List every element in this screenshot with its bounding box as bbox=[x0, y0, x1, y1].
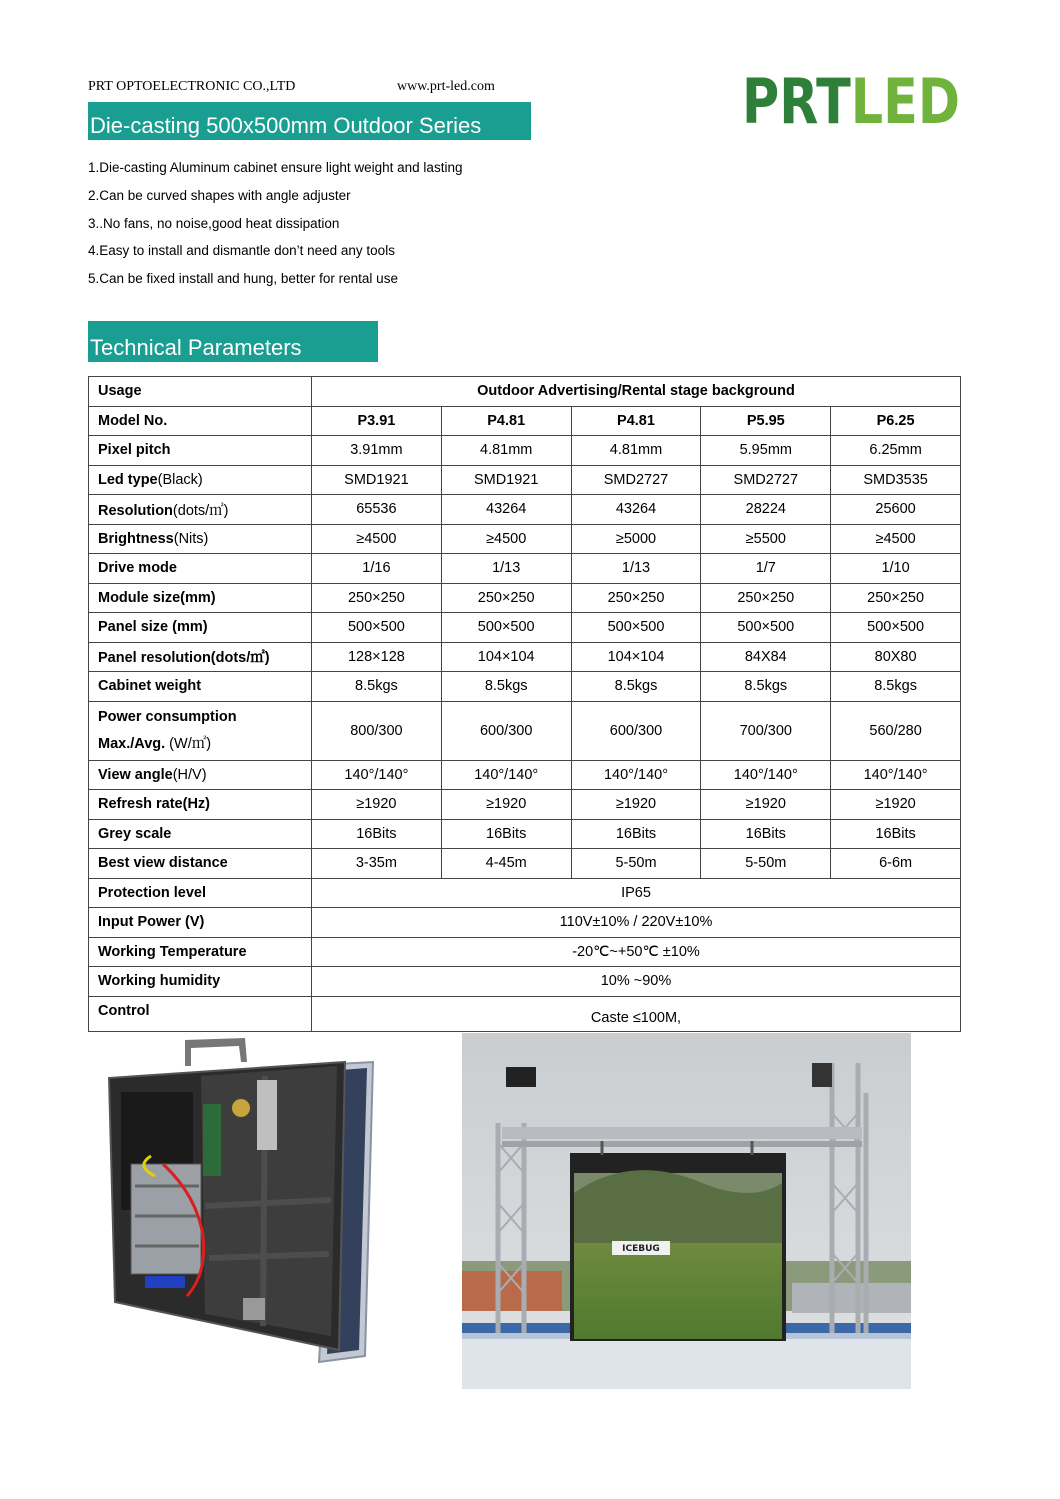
row-label: Input Power (V) bbox=[89, 908, 312, 938]
table-cell: 3.91mm bbox=[312, 436, 442, 466]
row-label-text: Module size(mm) bbox=[98, 589, 216, 606]
table-cell: 600/300 bbox=[571, 701, 701, 760]
table-cell: 500×500 bbox=[441, 613, 571, 643]
table-cell: 16Bits bbox=[441, 819, 571, 849]
table-cell: 250×250 bbox=[441, 583, 571, 613]
table-cell: 5.95mm bbox=[701, 436, 831, 466]
table-row bbox=[89, 642, 961, 672]
table-cell: 8.5kgs bbox=[831, 672, 961, 702]
table-cell: 500×500 bbox=[571, 613, 701, 643]
row-label bbox=[89, 701, 312, 760]
table-cell: SMD2727 bbox=[571, 465, 701, 495]
table-cell: ≥1920 bbox=[441, 790, 571, 820]
row-label bbox=[89, 613, 312, 643]
table-cell: 104×104 bbox=[571, 642, 701, 672]
row-label bbox=[89, 495, 312, 525]
svg-text:PRTLED: PRTLED bbox=[742, 65, 985, 138]
table-cell: IP65 bbox=[312, 878, 961, 908]
table-cell: 4-45m bbox=[441, 849, 571, 879]
row-label-line2: Max./Avg. bbox=[98, 735, 166, 752]
table-row bbox=[89, 878, 961, 908]
table-row bbox=[89, 760, 961, 790]
row-label: Usage bbox=[89, 377, 312, 407]
feature-item: 5.Can be fixed install and hung, better for rental use bbox=[88, 271, 398, 287]
table-cell: -20℃~+50℃ ±10% bbox=[312, 937, 961, 967]
table-cell: SMD2727 bbox=[701, 465, 831, 495]
table-row bbox=[89, 436, 961, 466]
table-cell: 700/300 bbox=[701, 701, 831, 760]
row-label: Working humidity bbox=[89, 967, 312, 997]
table-cell: 140°/140° bbox=[701, 760, 831, 790]
table-cell: 43264 bbox=[441, 495, 571, 525]
table-cell: 16Bits bbox=[571, 819, 701, 849]
feature-item: 4.Easy to install and dismantle don’t need any tools bbox=[88, 243, 395, 259]
screen-sign: ICEBUG bbox=[622, 1244, 660, 1254]
table-cell: ≥4500 bbox=[831, 524, 961, 554]
row-label-unit: (Nits) bbox=[173, 530, 209, 547]
table-cell: P4.81 bbox=[571, 406, 701, 436]
row-label bbox=[89, 406, 312, 436]
table-cell: 5-50m bbox=[701, 849, 831, 879]
table-cell: ≥1920 bbox=[701, 790, 831, 820]
row-label: Control bbox=[89, 996, 312, 1032]
table-cell: ≥1920 bbox=[571, 790, 701, 820]
row-label-text: Brightness bbox=[98, 530, 174, 547]
table-row bbox=[89, 583, 961, 613]
stage-photo bbox=[462, 1033, 911, 1389]
row-label-unit: (H/V) bbox=[172, 766, 207, 783]
table-cell: 110V±10% / 220V±10% bbox=[312, 908, 961, 938]
table-row bbox=[89, 908, 961, 938]
table-cell: 25600 bbox=[831, 495, 961, 525]
row-label-text: Best view distance bbox=[98, 855, 228, 872]
feature-list bbox=[88, 160, 462, 299]
table-cell: ≥4500 bbox=[312, 524, 442, 554]
table-cell: 250×250 bbox=[312, 583, 442, 613]
table-cell: P3.91 bbox=[312, 406, 442, 436]
table-cell: 500×500 bbox=[831, 613, 961, 643]
table-row bbox=[89, 790, 961, 820]
table-row bbox=[89, 406, 961, 436]
row-label bbox=[89, 554, 312, 584]
table-cell: 1/7 bbox=[701, 554, 831, 584]
feature-item: 1.Die-casting Aluminum cabinet ensure light weight and lasting bbox=[88, 160, 463, 175]
table-cell: 140°/140° bbox=[441, 760, 571, 790]
row-label: Working Temperature bbox=[89, 937, 312, 967]
table-cell: 8.5kgs bbox=[441, 672, 571, 702]
company-name: PRT OPTOELECTRONIC CO.,LTD bbox=[88, 79, 296, 94]
section-title-banner: Technical Parameters bbox=[88, 321, 378, 362]
table-cell: 560/280 bbox=[831, 701, 961, 760]
table-row bbox=[89, 613, 961, 643]
table-row bbox=[89, 937, 961, 967]
table-row bbox=[89, 967, 961, 997]
table-cell: 250×250 bbox=[831, 583, 961, 613]
table-cell: 65536 bbox=[312, 495, 442, 525]
row-label-text: Panel resolution(dots/㎡) bbox=[98, 650, 270, 667]
table-row bbox=[89, 554, 961, 584]
table-cell: 140°/140° bbox=[571, 760, 701, 790]
table-cell: 800/300 bbox=[312, 701, 442, 760]
table-row bbox=[89, 672, 961, 702]
website-link[interactable]: www.prt-led.com bbox=[397, 79, 495, 94]
row-label-text: Led type bbox=[98, 471, 158, 488]
table-row bbox=[89, 819, 961, 849]
row-label-text: Cabinet weight bbox=[98, 678, 202, 695]
table-cell: SMD1921 bbox=[441, 465, 571, 495]
table-row bbox=[89, 465, 961, 495]
row-label bbox=[89, 583, 312, 613]
table-cell: 600/300 bbox=[441, 701, 571, 760]
table-cell: 250×250 bbox=[701, 583, 831, 613]
table-cell: 6-6m bbox=[831, 849, 961, 879]
row-label bbox=[89, 465, 312, 495]
table-cell: 140°/140° bbox=[312, 760, 442, 790]
company-logo bbox=[740, 65, 985, 138]
table-cell: 128×128 bbox=[312, 642, 442, 672]
table-cell: SMD3535 bbox=[831, 465, 961, 495]
table-cell: P6.25 bbox=[831, 406, 961, 436]
table-cell: 1/13 bbox=[571, 554, 701, 584]
table-cell: 10% ~90% bbox=[312, 967, 961, 997]
row-label bbox=[89, 760, 312, 790]
table-cell: 28224 bbox=[701, 495, 831, 525]
table-cell: 4.81mm bbox=[441, 436, 571, 466]
row-label-text: Panel size (mm) bbox=[98, 619, 208, 636]
row-label bbox=[89, 524, 312, 554]
row-label-unit: (W/㎡) bbox=[165, 735, 212, 752]
table-cell: 8.5kgs bbox=[312, 672, 442, 702]
series-title-banner: Die-casting 500x500mm Outdoor Series bbox=[88, 102, 531, 140]
table-row bbox=[89, 701, 961, 760]
table-cell: ≥1920 bbox=[831, 790, 961, 820]
table-cell: 80X80 bbox=[831, 642, 961, 672]
table-cell: P4.81 bbox=[441, 406, 571, 436]
table-row bbox=[89, 849, 961, 879]
table-cell: 140°/140° bbox=[831, 760, 961, 790]
table-cell: 250×250 bbox=[571, 583, 701, 613]
row-label-text: Grey scale bbox=[98, 825, 172, 842]
table-cell: ≥1920 bbox=[312, 790, 442, 820]
table-cell: ≥5000 bbox=[571, 524, 701, 554]
row-label-text: Refresh rate(Hz) bbox=[98, 796, 210, 813]
table-cell: 8.5kgs bbox=[701, 672, 831, 702]
spec-table bbox=[88, 376, 961, 1032]
usage-value: Outdoor Advertising/Rental stage background bbox=[312, 377, 961, 407]
table-cell: 1/16 bbox=[312, 554, 442, 584]
feature-item: 3..No fans, no noise,good heat dissipation bbox=[88, 215, 340, 231]
row-label bbox=[89, 819, 312, 849]
feature-item: 2.Can be curved shapes with angle adjuster bbox=[88, 187, 351, 203]
row-label bbox=[89, 436, 312, 466]
row-label-text: Model No. bbox=[98, 412, 168, 429]
row-label-unit: (dots/㎡) bbox=[172, 502, 229, 519]
row-label bbox=[89, 642, 312, 672]
table-cell: 16Bits bbox=[312, 819, 442, 849]
table-cell: 3-35m bbox=[312, 849, 442, 879]
table-cell: 84X84 bbox=[701, 642, 831, 672]
table-cell: 4.81mm bbox=[571, 436, 701, 466]
table-cell: SMD1921 bbox=[312, 465, 442, 495]
table-cell: 104×104 bbox=[441, 642, 571, 672]
row-label-text: View angle bbox=[98, 766, 173, 783]
table-cell: 1/10 bbox=[831, 554, 961, 584]
row-label: Protection level bbox=[89, 878, 312, 908]
table-row bbox=[89, 495, 961, 525]
table-cell: ≥5500 bbox=[701, 524, 831, 554]
row-label bbox=[89, 790, 312, 820]
row-label bbox=[89, 672, 312, 702]
row-label-text: Pixel pitch bbox=[98, 442, 171, 459]
table-row bbox=[89, 996, 961, 1032]
row-label-unit: (Black) bbox=[157, 471, 203, 488]
table-cell: P5.95 bbox=[701, 406, 831, 436]
table-cell: 8.5kgs bbox=[571, 672, 701, 702]
table-cell: 1/13 bbox=[441, 554, 571, 584]
table-cell: 43264 bbox=[571, 495, 701, 525]
table-cell: 5-50m bbox=[571, 849, 701, 879]
row-label-text: Power consumption bbox=[98, 708, 237, 725]
table-cell: 500×500 bbox=[701, 613, 831, 643]
table-row bbox=[89, 524, 961, 554]
row-label bbox=[89, 849, 312, 879]
table-cell: 6.25mm bbox=[831, 436, 961, 466]
table-cell: ≥4500 bbox=[441, 524, 571, 554]
cabinet-photo bbox=[105, 1036, 379, 1372]
table-cell: Caste ≤100M, bbox=[312, 996, 961, 1032]
table-cell: 500×500 bbox=[312, 613, 442, 643]
table-cell: 16Bits bbox=[831, 819, 961, 849]
table-cell: 16Bits bbox=[701, 819, 831, 849]
table-row-usage bbox=[89, 377, 961, 407]
row-label-text: Drive mode bbox=[98, 560, 177, 577]
row-label-text: Resolution bbox=[98, 502, 173, 519]
